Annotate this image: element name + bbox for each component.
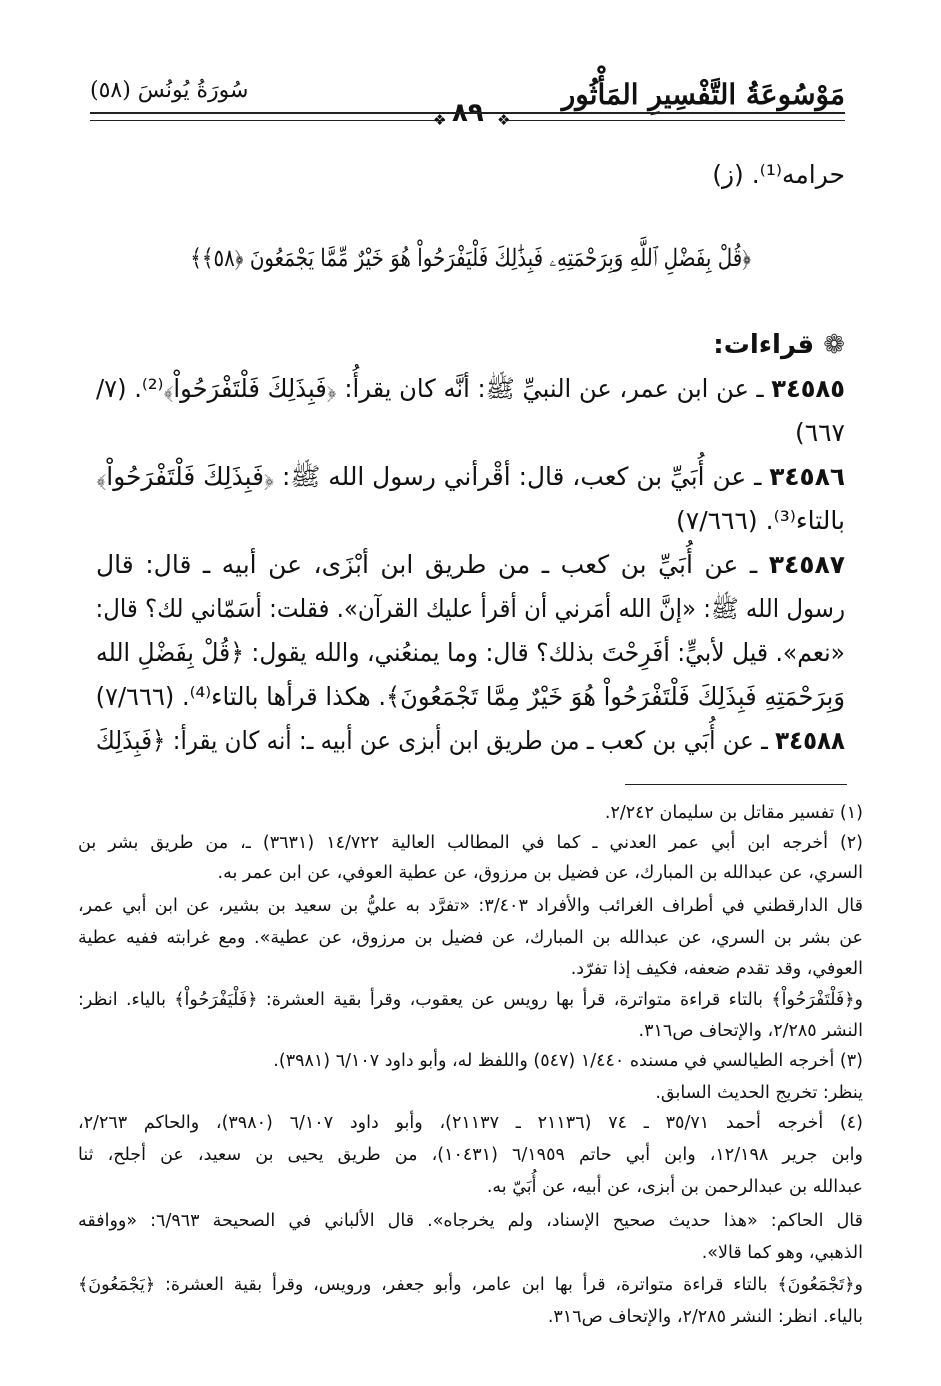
footnote-line: (٣) أخرجه الطيالسي في مسنده ١/٤٤٠ (٥٤٧) واللفظ له، وأبو داود ٦/١٠٧ (٣٩٨١). [273, 1051, 863, 1071]
footnote-line: وابن جرير ١٢/١٩٨، وابن أبي حاتم ٦/١٩٥٩ (١٠٤٣١)، من طريق يحيى بن سعيد، عن أجلح، ثنا [78, 1145, 863, 1165]
footnote-line: و﴿تَجْمَعُونَ﴾ بالتاء قراءة متواترة، قرأ بها ابن عامر، وأبو جعفر، ورويس، وقرأ بقية العشرة: ﴿يَجْمَعُونَ﴾ [78, 1275, 863, 1295]
footnote-line: الذهبي، وهو كما قالا». [701, 1243, 863, 1263]
narration-line [95, 680, 845, 714]
narration-text: رسول الله ﷺ: «إنَّ الله أمَرني أن أقرأ عليك القرآن». فقلت: أسَمّاني لك؟ قال: [95, 594, 845, 623]
narration-text: ٦٦٧) [794, 418, 845, 447]
diamond-ornament-icon: ❖ [433, 111, 447, 129]
narration-line [95, 592, 845, 626]
footnote-line: السري، عن عبدالله بن المبارك، عن فضيل بن مرزوق، عن عطية العوفي، عن ابن عمر به. [217, 863, 863, 883]
header-rule-right [505, 120, 845, 121]
narration-line [96, 460, 845, 494]
sura-title: سُورَةُ يُونُسَ (٥٨) [90, 78, 249, 103]
narration-text: ـ عن أُبَيِّ بن كعب، قال: أقْرأني رسول الله ﷺ: ﴿فَبِذَلِكَ فَلْتَفْرَحُواْ﴾ [96, 462, 770, 491]
section-heading-label: قراءات: [713, 330, 815, 360]
header-rule-left [90, 120, 445, 121]
page-header [0, 0, 941, 140]
narration-text: «نعم». قيل لأبيٍّ: أفَرِحْتَ بذلك؟ قال: وما يمنعُني، والله يقول: ﴿قُلْ بِفَضْلِ الله [96, 638, 846, 667]
narration-line [96, 372, 845, 406]
narration-line [676, 504, 845, 538]
narration-number: ٣٤٥٨٨ [775, 726, 845, 755]
footnote-line: قال الدارقطني في أطراف الغرائب والأفراد ٣/٤٠٣: «تفرَّد به عليُّ بن سعيد بن بشير، عن ابن أبي عمر، [78, 896, 864, 916]
footnote-separator [625, 784, 847, 785]
footnote-line: قال الحاكم: «هذا حديث صحيح الإسناد، ولم يخرجاه». قال الألباني في الصحيحة ٦/٩٦٣: «ووافقه [78, 1211, 863, 1231]
quran-verse: ﴿قُلْ بِفَضْلِ ٱللَّهِ وَبِرَحْمَتِهِۦ فَبِذَٰلِكَ فَلْيَفْرَحُواْ هُوَ خَيْرٌ مِّمَّا يَجْمَعُونَ ﴿٥٨﴾﴾ [190, 244, 752, 272]
narration-text: بالتاء⁽³⁾. (٧/٦٦٦) [676, 506, 845, 535]
diamond-ornament-icon: ❖ [497, 111, 511, 129]
footnote-line: النشر ٢/٢٨٥، والإتحاف ص٣١٦. [638, 1021, 863, 1041]
section-heading [713, 330, 845, 360]
narration-line [96, 548, 845, 582]
narration-text: وَبِرَحْمَتِهِ فَبِذَلِكَ فَلْتَفْرَحُواْ هُوَ خَيْرٌ مِمَّا تَجْمَعُونَ﴾. هكذا قرأها بالتاء⁽⁴⁾. (٧/٦٦٦) [95, 682, 845, 711]
narration-text: ـ عن أُبَي بن كعب ـ من طريق ابن أبزى عن أبيه ـ: أنه كان يقرأ: ﴿فَبِذَلِكَ [95, 726, 776, 755]
footnote-line: ينظر: تخريج الحديث السابق. [655, 1083, 863, 1103]
page-number: ٨٩ [452, 98, 484, 128]
intro-line: حرامه⁽¹⁾. (ز) [712, 160, 845, 189]
narration-number: ٣٤٥٨٥ [771, 374, 845, 403]
book-title: مَوْسُوعَةُ التَّفْسِيرِ المَأْثُور [561, 78, 845, 111]
footnote-line: العوفي، وقد تقدم ضعفه، فكيف إذا تفرّد. [570, 959, 863, 979]
footnote-line: بالياء. انظر: النشر ٢/٢٨٥، والإتحاف ص٣١٦. [547, 1307, 863, 1327]
footnote-line: (٢) أخرجه ابن أبي عمر العدني ـ كما في المطالب العالية ١٤/٧٢٢ (٣٦٣١) ـ، من طريق بشر بن [78, 833, 863, 853]
footnote-line: (١) تفسير مقاتل بن سليمان ٢/٢٤٢. [604, 803, 863, 823]
flower-ornament-icon: ❁ [823, 330, 845, 360]
narration-line [795, 416, 845, 450]
narration-line [95, 724, 845, 758]
narration-number: ٣٤٥٨٦ [769, 462, 845, 491]
footnote-line: عبدالله بن عبدالرحمن بن أبزى، عن أبيه، عن أُبَيّ به. [486, 1177, 863, 1197]
footnote-line: عن بشر بن السري، عن عبدالله بن المبارك، عن فضيل بن مرزوق، عن عطية». ومع غرابته ففيه عطية [78, 928, 863, 948]
narration-line [96, 636, 846, 670]
header-rule-top [90, 112, 845, 114]
footnote-line: و﴿فَلْتَفْرَحُواْ﴾ بالتاء قراءة متواترة، قرأ بها رويس عن يعقوب، وقرأ بقية العشرة: ﴿فَلْيَفْرَحُواْ﴾ بالياء. انظر: [78, 990, 863, 1010]
narration-text: ـ عن ابن عمر، عن النبيِّ ﷺ: أنَّه كان يقرأُ: ﴿فَبِذَلِكَ فَلْتَفْرَحُواْ﴾⁽²⁾. (٧/ [96, 374, 772, 403]
narration-number: ٣٤٥٨٧ [768, 550, 845, 579]
footnote-line: (٤) أخرجه أحمد ٣٥/٧١ ـ ٧٤ (٢١١٣٦ ـ ٢١١٣٧)، وأبو داود ٦/١٠٧ (٣٩٨٠)، والحاكم ٢/٢٦٣، [78, 1113, 863, 1133]
narration-text: ـ عن أُبَيِّ بن كعب ـ من طريق ابن أبْزَى، عن أبيه ـ قال: قال [96, 550, 769, 579]
